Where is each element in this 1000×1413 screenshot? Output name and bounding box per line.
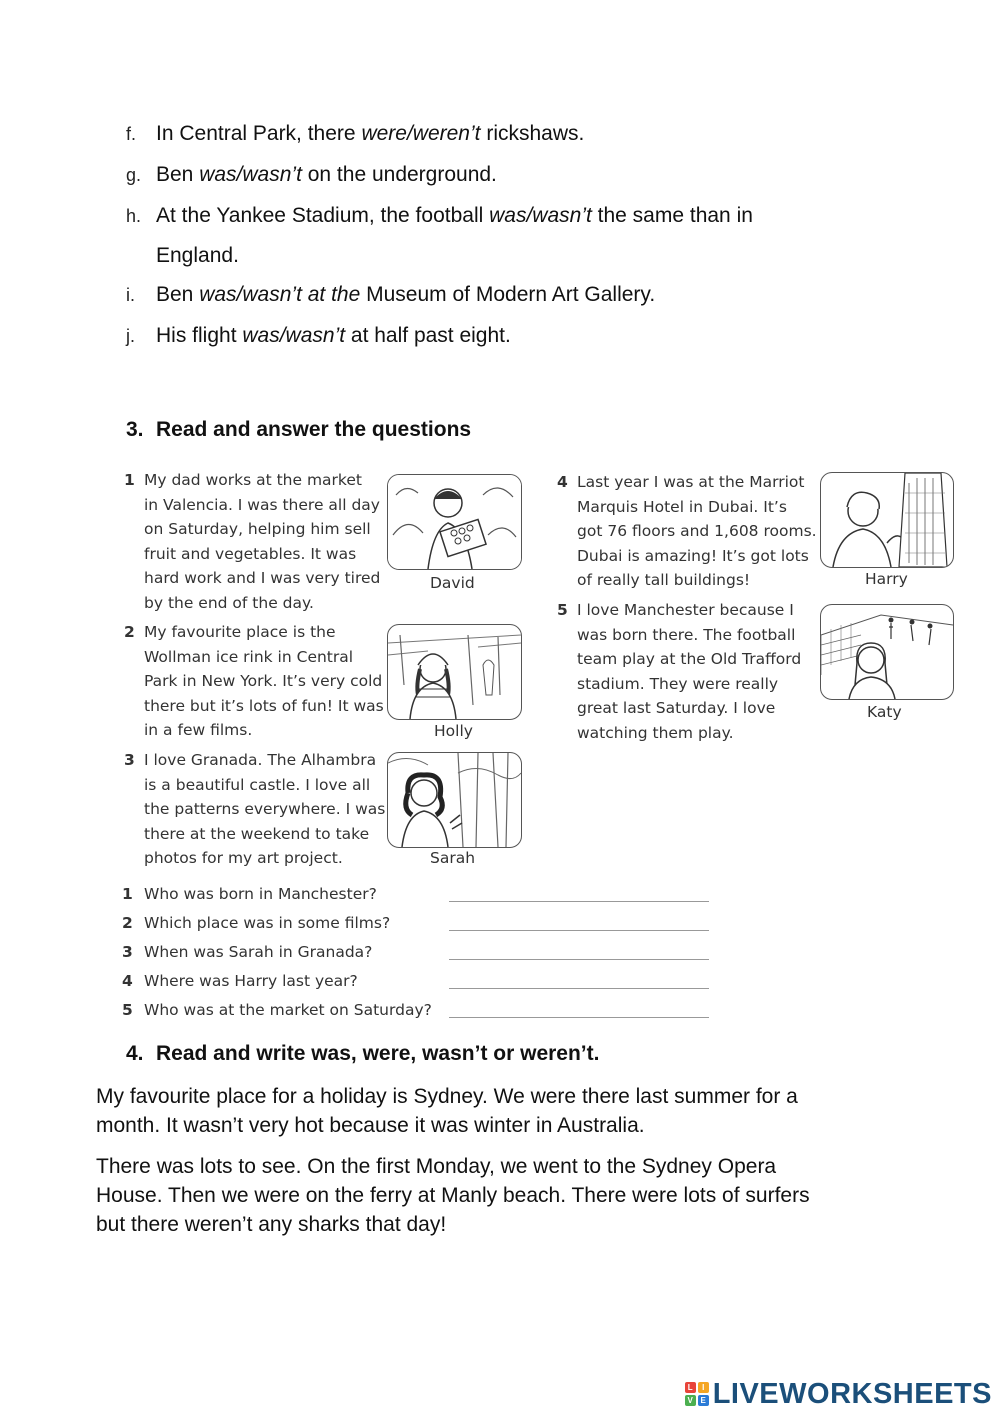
paragraph-2: There was lots to see. On the first Monday, we went to the Sydney Opera House. Then we were on the ferry at Manly beach. There were lots of surfers but there weren’t any sharks that day! xyxy=(96,1155,810,1236)
choice-option[interactable]: were/weren’t xyxy=(361,122,481,145)
katy-illustration xyxy=(820,604,954,700)
section-3-heading: 3. Read and answer the questions xyxy=(126,418,472,441)
choice-option[interactable]: was/wasn’t xyxy=(199,163,302,186)
item-letter: f. xyxy=(126,124,137,144)
answer-line[interactable] xyxy=(449,988,709,989)
question-row: 2 Which place was in some films? xyxy=(122,914,391,932)
david-illustration xyxy=(387,474,522,570)
answer-line[interactable] xyxy=(449,930,709,931)
question-row: 5 Who was at the market on Saturday? xyxy=(122,1001,432,1019)
logo-wordmark: LIVEWORKSHEETS xyxy=(712,1377,992,1410)
question-row: 3 When was Sarah in Granada? xyxy=(122,943,373,961)
answer-line[interactable] xyxy=(449,901,709,902)
paragraph-1: My favourite place for a holiday is Sydney. We were there last summer for a month. It wasn’t very hot because it was winter in Australia. xyxy=(96,1085,798,1137)
answer-line[interactable] xyxy=(449,959,709,960)
caption-sarah: Sarah xyxy=(430,849,476,867)
caption-katy: Katy xyxy=(867,703,902,721)
statement-continuation: England. xyxy=(156,244,239,267)
choice-option[interactable]: was/wasn’t xyxy=(242,324,346,347)
section-4-heading: 4. Read and write was, were, wasn’t or weren’t. xyxy=(126,1042,600,1065)
item-letter: h. xyxy=(126,206,142,226)
item-letter: g. xyxy=(126,165,142,185)
holly-illustration xyxy=(387,624,522,720)
caption-holly: Holly xyxy=(434,722,473,740)
choice-option[interactable]: was/wasn’t xyxy=(489,204,592,227)
item-letter: i. xyxy=(126,285,135,305)
harry-illustration xyxy=(820,472,954,568)
choice-option[interactable]: was/wasn’t at the xyxy=(199,283,361,306)
logo-mark-icon: L I V E xyxy=(685,1382,709,1406)
question-row: 4 Where was Harry last year? xyxy=(122,972,358,990)
liveworksheets-logo xyxy=(685,1376,992,1412)
caption-harry: Harry xyxy=(865,570,908,588)
item-letter: j. xyxy=(126,326,135,346)
sarah-illustration xyxy=(387,752,522,848)
question-row: 1 Who was born in Manchester? xyxy=(122,885,377,903)
caption-david: David xyxy=(430,574,475,592)
answer-line[interactable] xyxy=(449,1017,709,1018)
